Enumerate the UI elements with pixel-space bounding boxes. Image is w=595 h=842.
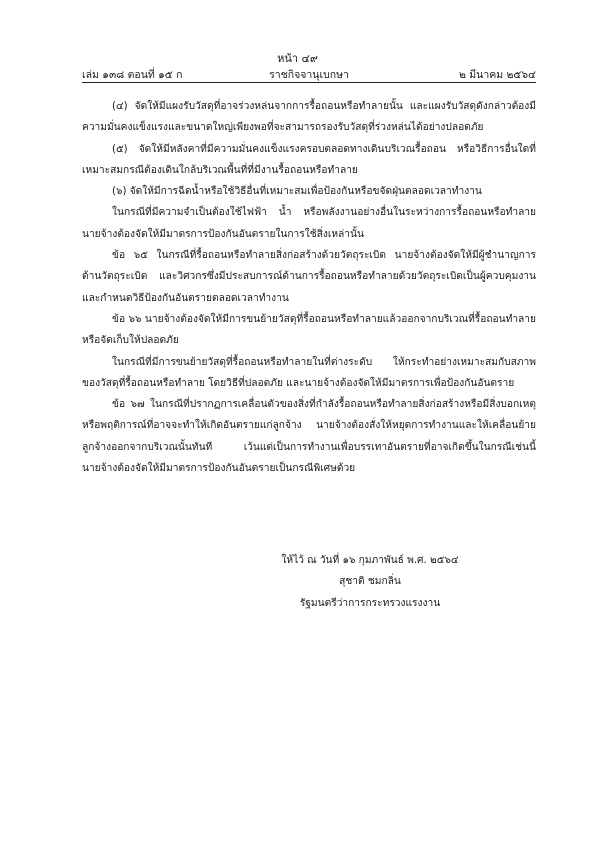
paragraph-item-4: (๔) จัดให้มีแผงรับวัสดุที่อาจร่วงหล่นจากการรื้อถอนหรือทำลายนั้น และแผงรับวัสดุดังกล่าวต้องมีความมั่นคงแข็งแรงและขนาดใหญ่เพียงพอที่จะสามารถรองรับวัสดุที่ร่วงหล่นได้อย่างปลอดภัย: [82, 101, 536, 134]
paragraph-item-6: (๖) จัดให้มีการฉีดน้ำหรือใช้วิธีอื่นที่เหมาะสมเพื่อป้องกันหรือขจัดฝุ่นตลอดเวลาทำงาน: [112, 186, 482, 198]
paragraph-utilities: ในกรณีที่มีความจำเป็นต้องใช้ไฟฟ้า น้ำ หรือพลังงานอย่างอื่นในระหว่างการรื้อถอนหรือทำลาย นายจ้างต้องจัดให้มีมาตรการป้องกันอันตรายในการใช้สิ่งเหล่านั้น: [82, 207, 536, 240]
clause-65: ข้อ ๖๕ ในกรณีที่รื้อถอนหรือทำลายสิ่งก่อสร้างด้วยวัตถุระเบิด นายจ้างต้องจัดให้มีผู้ชำนาญการด้านวัตถุระเบิด และวิศวกรซึ่งมีประสบการณ์ด้านการรื้อถอนหรือทำลายด้วยวัตถุระเบิดเป็นผู้ควบคุมงานและกำหนดวิธีป้องกันอันตรายตลอดเวลาทำงาน: [82, 250, 536, 304]
page-number: หน้า ๔๙: [277, 52, 318, 65]
gazette-header: [82, 66, 536, 83]
signature-block: [240, 550, 500, 614]
volume-issue: เล่ม ๑๓๘ ตอนที่ ๑๕ ก: [82, 69, 183, 81]
paragraph-item-5: (๕) จัดให้มีหลังคาที่มีความมั่นคงแข็งแรงครอบตลอดทางเดินบริเวณรื้อถอน หรือวิธีการอื่นใดที่เหมาะสมกรณีต้องเดินใกล้บริเวณพื้นที่ที่มีงานรื้อถอนหรือทำลาย: [82, 143, 536, 176]
given-date: ให้ไว้ ณ วันที่ ๑๖ กุมภาพันธ์ พ.ศ. ๒๕๖๔: [281, 555, 459, 566]
clause-66: ข้อ ๖๖ นายจ้างต้องจัดให้มีการขนย้ายวัสดุที่รื้อถอนหรือทำลายแล้วออกจากบริเวณที่รื้อถอนทำลาย หรือจัดเก็บให้ปลอดภัย: [82, 313, 536, 347]
signatory-position: รัฐมนตรีว่าการกระทรวงแรงงาน: [299, 597, 441, 609]
document-body: [82, 96, 536, 479]
paragraph-transport: ในกรณีที่มีการขนย้ายวัสดุที่รื้อถอนหรือทำลายในที่ต่างระดับ ให้กระทำอย่างเหมาะสมกับสภาพของวัสดุที่รื้อถอนหรือทำลาย โดยวิธีที่ปลอดภัย และนายจ้างต้องจัดให้มีมาตรการเพื่อป้องกันอันตราย: [82, 356, 536, 389]
publication-name: ราชกิจจานุเบกษา: [269, 69, 349, 81]
clause-67: ข้อ ๖๗ ในกรณีที่ปรากฏการเคลื่อนตัวของสิ่งที่กำลังรื้อถอนหรือทำลายสิ่งก่อสร้างหรือมีสิ่งบอกเหตุหรือพฤติการณ์ที่อาจจะทำให้เกิดอันตรายแก่ลูกจ้าง นายจ้างต้องสั่งให้หยุดการทำงานและให้เคลื่อนย้ายลูกจ้างออกจากบริเวณนั้นทันที เว้นแต่เป็นการทำงานเพื่อบรรเทาอันตรายที่อาจเกิดขึ้นในกรณีเช่นนี้ นายจ้างต้องจัดให้มีมาตรการป้องกันอันตรายเป็นกรณีพิเศษด้วย: [82, 399, 536, 475]
signatory-name: สุชาติ ชมกลิ่น: [339, 576, 401, 588]
publication-date: ๒ มีนาคม ๒๕๖๔: [458, 69, 536, 81]
